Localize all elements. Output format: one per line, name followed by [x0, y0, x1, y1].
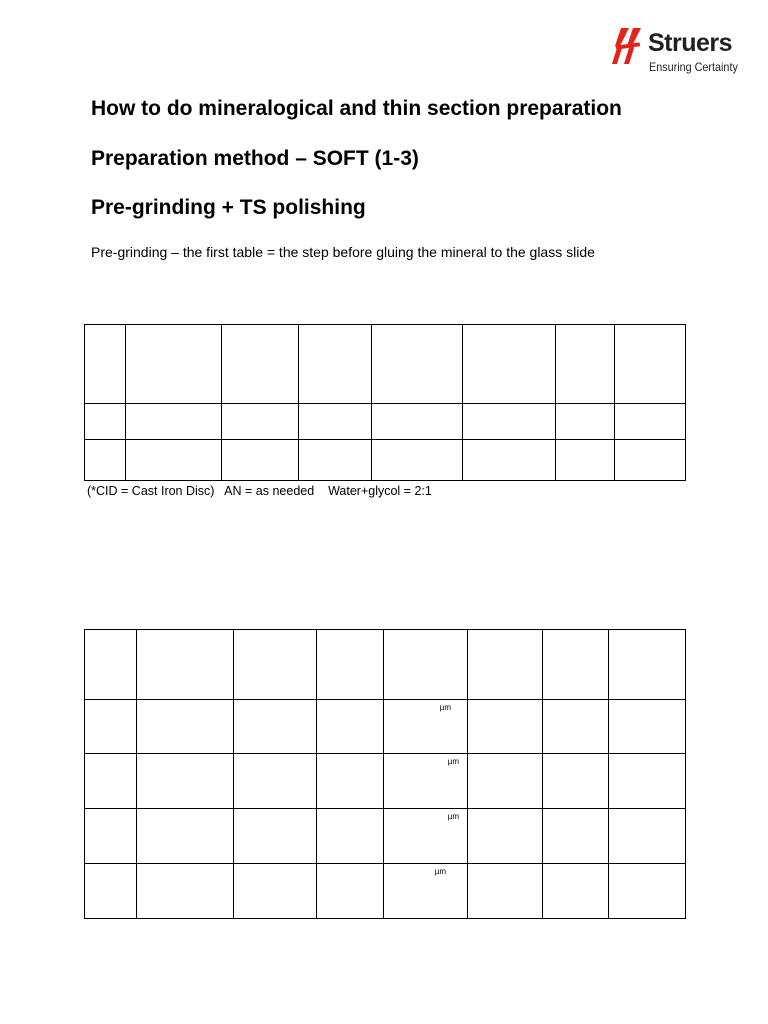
table-cell: [463, 404, 556, 440]
unit-label: µm: [447, 757, 459, 766]
table-cell: [317, 809, 384, 864]
table-cell: [609, 700, 686, 754]
table-cell: [234, 864, 317, 919]
table-cell: [222, 404, 299, 440]
table-cell: [317, 700, 384, 754]
table-cell: [463, 440, 556, 481]
table-cell: [85, 754, 137, 809]
table-cell: [468, 809, 543, 864]
table-cell: [556, 404, 615, 440]
table-cell: [543, 864, 609, 919]
table-row: [85, 440, 686, 481]
brand-tagline: Ensuring Certainty: [649, 60, 738, 74]
unit-label: µm: [434, 867, 446, 876]
table-cell: [234, 630, 317, 700]
table-cell: [556, 440, 615, 481]
brand-name: Struers: [648, 29, 733, 57]
table-cell: [468, 754, 543, 809]
table-row: [85, 404, 686, 440]
table-cell: [372, 325, 463, 404]
document-title: How to do mineralogical and thin section preparation: [91, 97, 622, 120]
ts-polishing-table: [84, 629, 686, 919]
table-row: [85, 754, 686, 809]
table-cell: [126, 325, 222, 404]
table-row: [85, 325, 686, 404]
table-cell: [317, 864, 384, 919]
table-row: [85, 864, 686, 919]
table-cell: [137, 700, 234, 754]
table-cell: [85, 809, 137, 864]
table-cell: [463, 325, 556, 404]
table-cell: [317, 630, 384, 700]
table-row: [85, 630, 686, 700]
method-heading: Preparation method – SOFT (1-3): [91, 147, 419, 170]
table-cell: [234, 754, 317, 809]
table-cell: [137, 809, 234, 864]
section-heading: Pre-grinding + TS polishing: [91, 196, 366, 219]
table-cell: [85, 404, 126, 440]
table-cell: [137, 630, 234, 700]
table-cell: [543, 809, 609, 864]
pre-grinding-table: [84, 324, 686, 481]
table-cell: [85, 630, 137, 700]
table-cell: [299, 404, 372, 440]
struers-logo-icon: [612, 26, 646, 66]
struers-logo: [612, 26, 742, 78]
table-cell: [85, 325, 126, 404]
table-cell: [234, 700, 317, 754]
table-cell: [299, 440, 372, 481]
unit-label: µm: [439, 703, 451, 712]
table-cell: [85, 440, 126, 481]
table-cell: [222, 440, 299, 481]
table-cell: [317, 754, 384, 809]
table-cell: [85, 700, 137, 754]
table-cell: [468, 630, 543, 700]
table-cell: [137, 864, 234, 919]
table-cell: [609, 809, 686, 864]
table-row: [85, 700, 686, 754]
table-cell: [384, 864, 468, 919]
table-cell: [615, 325, 686, 404]
table-cell: [609, 630, 686, 700]
table-cell: [609, 754, 686, 809]
table-cell: [543, 630, 609, 700]
table-cell: [384, 630, 468, 700]
table-cell: [468, 700, 543, 754]
table-cell: [384, 700, 468, 754]
table-cell: [126, 440, 222, 481]
intro-text: Pre-grinding – the first table = the step before gluing the mineral to the glass slide: [91, 244, 595, 260]
unit-label: µm: [447, 812, 459, 821]
footnote: (*CID = Cast Iron Disc) AN = as needed Water+glycol = 2:1: [87, 484, 432, 498]
table-cell: [126, 404, 222, 440]
table-cell: [222, 325, 299, 404]
table-cell: [85, 864, 137, 919]
table-row: [85, 809, 686, 864]
table-cell: [384, 809, 468, 864]
table-cell: [372, 404, 463, 440]
table-cell: [468, 864, 543, 919]
table-cell: [615, 440, 686, 481]
table-cell: [609, 864, 686, 919]
table-cell: [543, 700, 609, 754]
table-cell: [372, 440, 463, 481]
table-cell: [234, 809, 317, 864]
table-cell: [615, 404, 686, 440]
table-cell: [137, 754, 234, 809]
table-cell: [543, 754, 609, 809]
table-cell: [556, 325, 615, 404]
table-cell: [299, 325, 372, 404]
table-cell: [384, 754, 468, 809]
